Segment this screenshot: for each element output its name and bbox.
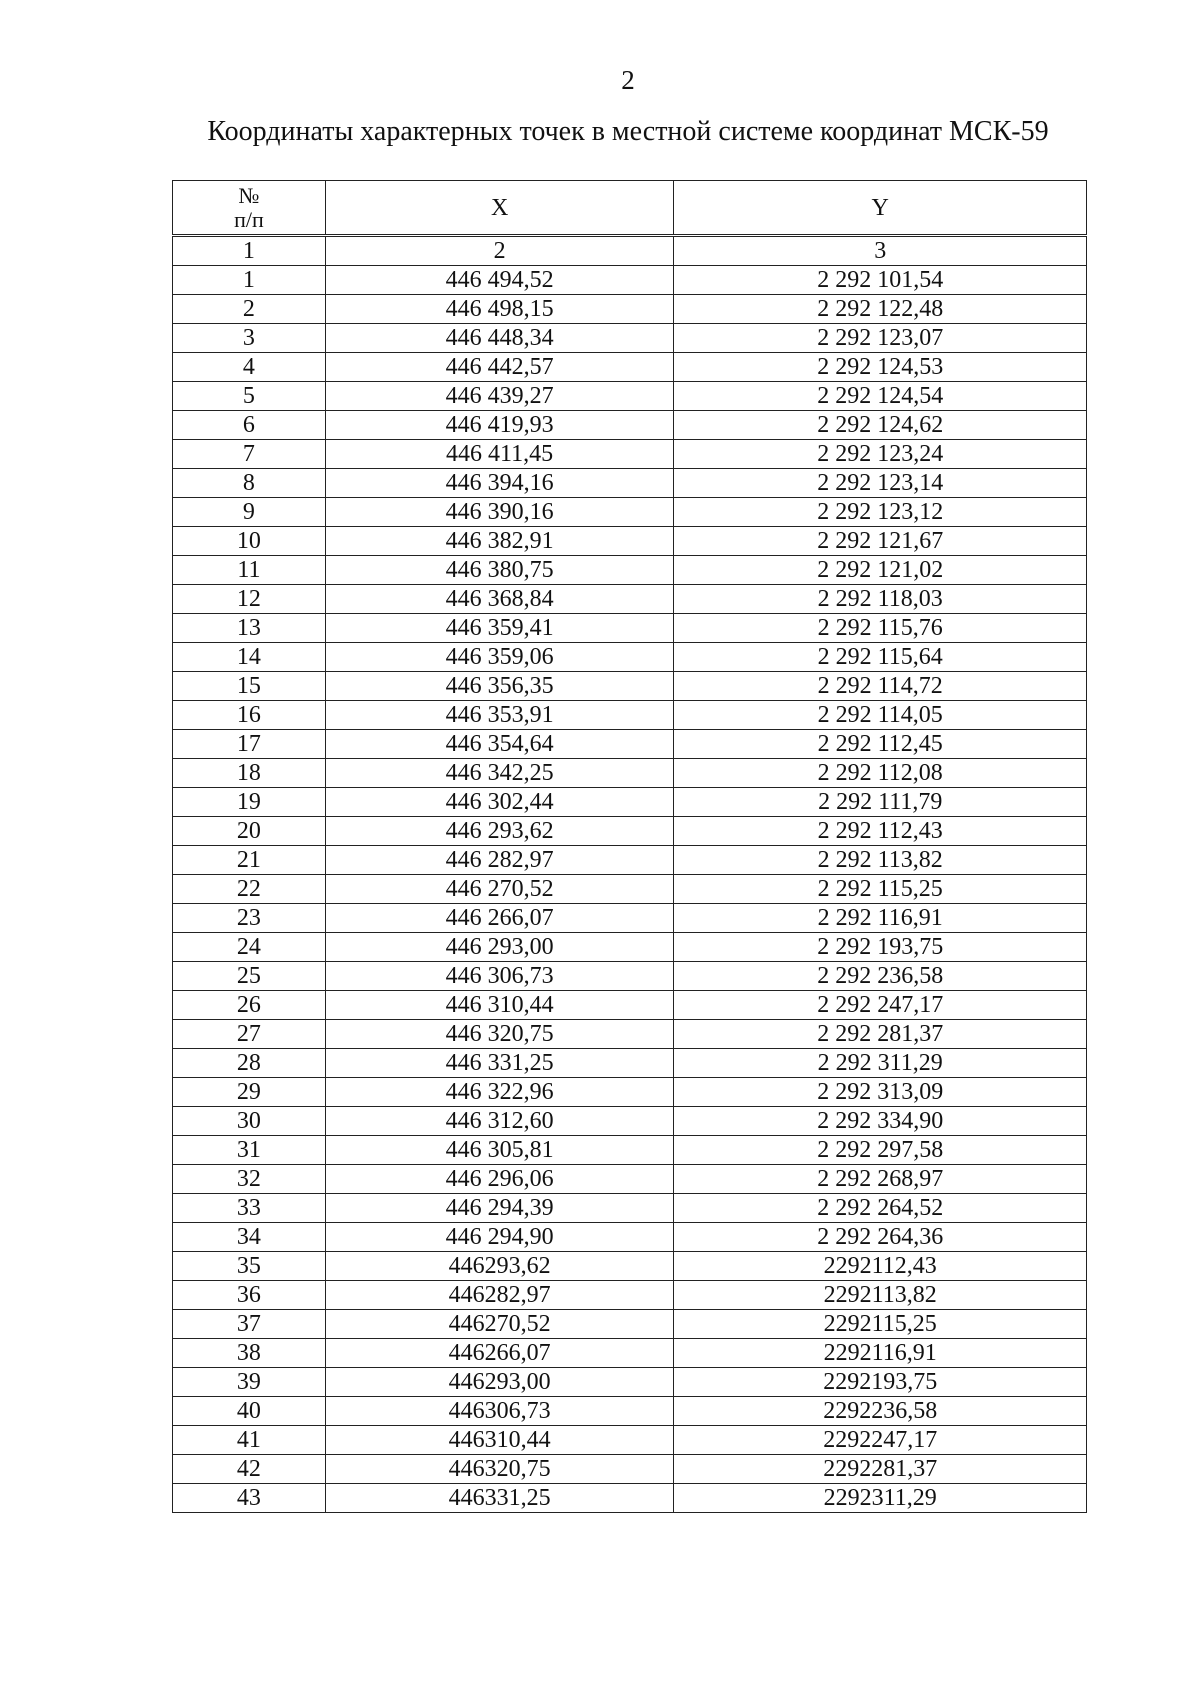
x-coordinate-cell: 446 442,57 [325,353,674,382]
table-row [173,846,1087,875]
table-row [173,411,1087,440]
table-row [173,1252,1087,1281]
table-row [173,295,1087,324]
table-row [173,1223,1087,1252]
point-number-cell: 26 [173,991,326,1020]
x-coordinate-cell: 446306,73 [325,1397,674,1426]
point-number-cell: 28 [173,1049,326,1078]
column-number-2: 2 [325,236,674,266]
table-row [173,382,1087,411]
table-row [173,991,1087,1020]
column-number-1: 1 [173,236,326,266]
point-number-cell: 7 [173,440,326,469]
document-title: Координаты характерных точек в местной системе координат МСК-59 [207,116,1049,147]
table-row [173,962,1087,991]
table-row [173,1020,1087,1049]
x-coordinate-cell: 446 293,62 [325,817,674,846]
y-coordinate-cell: 2 292 114,05 [674,701,1087,730]
x-coordinate-cell: 446 306,73 [325,962,674,991]
x-coordinate-cell: 446 342,25 [325,759,674,788]
point-number-cell: 11 [173,556,326,585]
header-number-cell [173,181,326,236]
y-coordinate-cell: 2 292 115,64 [674,643,1087,672]
x-coordinate-cell: 446 411,45 [325,440,674,469]
y-coordinate-cell: 2292115,25 [674,1310,1087,1339]
table-row [173,353,1087,382]
y-coordinate-cell: 2 292 313,09 [674,1078,1087,1107]
point-number-cell: 18 [173,759,326,788]
x-coordinate-cell: 446 359,06 [325,643,674,672]
coordinates-table [172,180,1087,1513]
table-row [173,1426,1087,1455]
page-number: 2 [621,65,635,95]
table-row [173,556,1087,585]
y-coordinate-cell: 2 292 297,58 [674,1136,1087,1165]
y-coordinate-cell: 2 292 193,75 [674,933,1087,962]
x-coordinate-cell: 446 394,16 [325,469,674,498]
x-coordinate-cell: 446 419,93 [325,411,674,440]
y-coordinate-cell: 2 292 113,82 [674,846,1087,875]
point-number-cell: 37 [173,1310,326,1339]
x-coordinate-cell: 446282,97 [325,1281,674,1310]
x-coordinate-cell: 446 331,25 [325,1049,674,1078]
table-row [173,817,1087,846]
x-coordinate-cell: 446 439,27 [325,382,674,411]
y-coordinate-cell: 2 292 123,12 [674,498,1087,527]
y-coordinate-cell: 2 292 268,97 [674,1165,1087,1194]
y-coordinate-cell: 2292281,37 [674,1455,1087,1484]
y-coordinate-cell: 2 292 121,67 [674,527,1087,556]
x-coordinate-cell: 446 356,35 [325,672,674,701]
y-coordinate-cell: 2 292 114,72 [674,672,1087,701]
header-number-label: п/п [234,206,264,232]
y-coordinate-cell: 2 292 124,53 [674,353,1087,382]
table-row [173,1484,1087,1513]
point-number-cell: 19 [173,788,326,817]
table-row [173,643,1087,672]
header-x-cell: X [325,181,674,236]
x-coordinate-cell: 446 359,41 [325,614,674,643]
x-coordinate-cell: 446 294,90 [325,1223,674,1252]
table-row [173,1078,1087,1107]
table-row [173,1339,1087,1368]
y-coordinate-cell: 2 292 101,54 [674,266,1087,295]
y-coordinate-cell: 2 292 334,90 [674,1107,1087,1136]
table-row [173,527,1087,556]
point-number-cell: 2 [173,295,326,324]
table-row [173,759,1087,788]
table-row [173,701,1087,730]
point-number-cell: 20 [173,817,326,846]
y-coordinate-cell: 2292116,91 [674,1339,1087,1368]
table-row [173,672,1087,701]
y-coordinate-cell: 2292311,29 [674,1484,1087,1513]
table-row [173,1397,1087,1426]
point-number-cell: 27 [173,1020,326,1049]
table-row [173,498,1087,527]
table-row [173,1165,1087,1194]
header-y-cell: Y [674,181,1087,236]
point-number-cell: 32 [173,1165,326,1194]
y-coordinate-cell: 2292113,82 [674,1281,1087,1310]
table-row [173,933,1087,962]
y-coordinate-cell: 2 292 121,02 [674,556,1087,585]
table-row [173,1107,1087,1136]
x-coordinate-cell: 446 498,15 [325,295,674,324]
point-number-cell: 14 [173,643,326,672]
point-number-cell: 9 [173,498,326,527]
point-number-cell: 21 [173,846,326,875]
y-coordinate-cell: 2 292 236,58 [674,962,1087,991]
x-coordinate-cell: 446293,62 [325,1252,674,1281]
point-number-cell: 23 [173,904,326,933]
x-coordinate-cell: 446 305,81 [325,1136,674,1165]
table-row [173,440,1087,469]
y-coordinate-cell: 2 292 112,08 [674,759,1087,788]
point-number-cell: 38 [173,1339,326,1368]
table-row [173,904,1087,933]
point-number-cell: 1 [173,266,326,295]
column-number-3: 3 [674,236,1087,266]
point-number-cell: 10 [173,527,326,556]
x-coordinate-cell: 446331,25 [325,1484,674,1513]
table-row [173,1368,1087,1397]
table-row [173,469,1087,498]
x-coordinate-cell: 446 380,75 [325,556,674,585]
point-number-cell: 13 [173,614,326,643]
x-coordinate-cell: 446 353,91 [325,701,674,730]
x-coordinate-cell: 446270,52 [325,1310,674,1339]
x-coordinate-cell: 446293,00 [325,1368,674,1397]
point-number-cell: 35 [173,1252,326,1281]
y-coordinate-cell: 2292112,43 [674,1252,1087,1281]
point-number-cell: 6 [173,411,326,440]
point-number-cell: 34 [173,1223,326,1252]
point-number-cell: 15 [173,672,326,701]
point-number-cell: 22 [173,875,326,904]
x-coordinate-cell: 446 270,52 [325,875,674,904]
point-number-cell: 8 [173,469,326,498]
y-coordinate-cell: 2 292 124,62 [674,411,1087,440]
point-number-cell: 40 [173,1397,326,1426]
y-coordinate-cell: 2 292 264,36 [674,1223,1087,1252]
table-row [173,1194,1087,1223]
point-number-cell: 39 [173,1368,326,1397]
table-row [173,585,1087,614]
y-coordinate-cell: 2292236,58 [674,1397,1087,1426]
point-number-cell: 25 [173,962,326,991]
x-coordinate-cell: 446 312,60 [325,1107,674,1136]
point-number-cell: 24 [173,933,326,962]
x-coordinate-cell: 446 368,84 [325,585,674,614]
y-coordinate-cell: 2 292 122,48 [674,295,1087,324]
y-coordinate-cell: 2 292 264,52 [674,1194,1087,1223]
coordinates-table-body [173,181,1087,1513]
table-header-row [173,181,1087,236]
y-coordinate-cell: 2 292 115,76 [674,614,1087,643]
x-coordinate-cell: 446 293,00 [325,933,674,962]
y-coordinate-cell: 2 292 247,17 [674,991,1087,1020]
y-coordinate-cell: 2 292 112,43 [674,817,1087,846]
table-row [173,1049,1087,1078]
point-number-cell: 33 [173,1194,326,1223]
point-number-cell: 29 [173,1078,326,1107]
x-coordinate-cell: 446 354,64 [325,730,674,759]
y-coordinate-cell: 2 292 116,91 [674,904,1087,933]
y-coordinate-cell: 2 292 112,45 [674,730,1087,759]
table-row [173,1281,1087,1310]
x-coordinate-cell: 446320,75 [325,1455,674,1484]
table-row [173,1136,1087,1165]
y-coordinate-cell: 2 292 123,07 [674,324,1087,353]
table-row [173,614,1087,643]
point-number-cell: 43 [173,1484,326,1513]
x-coordinate-cell: 446 266,07 [325,904,674,933]
x-coordinate-cell: 446 310,44 [325,991,674,1020]
column-number-row [173,236,1087,266]
point-number-cell: 41 [173,1426,326,1455]
point-number-cell: 31 [173,1136,326,1165]
point-number-cell: 4 [173,353,326,382]
x-coordinate-cell: 446 390,16 [325,498,674,527]
x-coordinate-cell: 446 282,97 [325,846,674,875]
table-row [173,875,1087,904]
table-row [173,730,1087,759]
x-coordinate-cell: 446310,44 [325,1426,674,1455]
point-number-cell: 30 [173,1107,326,1136]
point-number-cell: 42 [173,1455,326,1484]
y-coordinate-cell: 2 292 118,03 [674,585,1087,614]
point-number-cell: 12 [173,585,326,614]
x-coordinate-cell: 446 320,75 [325,1020,674,1049]
x-coordinate-cell: 446 448,34 [325,324,674,353]
x-coordinate-cell: 446 296,06 [325,1165,674,1194]
table-row [173,1455,1087,1484]
x-coordinate-cell: 446266,07 [325,1339,674,1368]
x-coordinate-cell: 446 322,96 [325,1078,674,1107]
y-coordinate-cell: 2 292 123,24 [674,440,1087,469]
table-row [173,324,1087,353]
y-coordinate-cell: 2 292 111,79 [674,788,1087,817]
x-coordinate-cell: 446 494,52 [325,266,674,295]
point-number-cell: 17 [173,730,326,759]
y-coordinate-cell: 2 292 123,14 [674,469,1087,498]
x-coordinate-cell: 446 382,91 [325,527,674,556]
point-number-cell: 16 [173,701,326,730]
point-number-cell: 3 [173,324,326,353]
point-number-cell: 5 [173,382,326,411]
y-coordinate-cell: 2 292 115,25 [674,875,1087,904]
y-coordinate-cell: 2292193,75 [674,1368,1087,1397]
table-row [173,788,1087,817]
point-number-cell: 36 [173,1281,326,1310]
y-coordinate-cell: 2 292 311,29 [674,1049,1087,1078]
y-coordinate-cell: 2292247,17 [674,1426,1087,1455]
y-coordinate-cell: 2 292 124,54 [674,382,1087,411]
x-coordinate-cell: 446 302,44 [325,788,674,817]
x-coordinate-cell: 446 294,39 [325,1194,674,1223]
header-number-symbol: № [238,182,260,208]
table-row [173,1310,1087,1339]
table-row [173,266,1087,295]
y-coordinate-cell: 2 292 281,37 [674,1020,1087,1049]
